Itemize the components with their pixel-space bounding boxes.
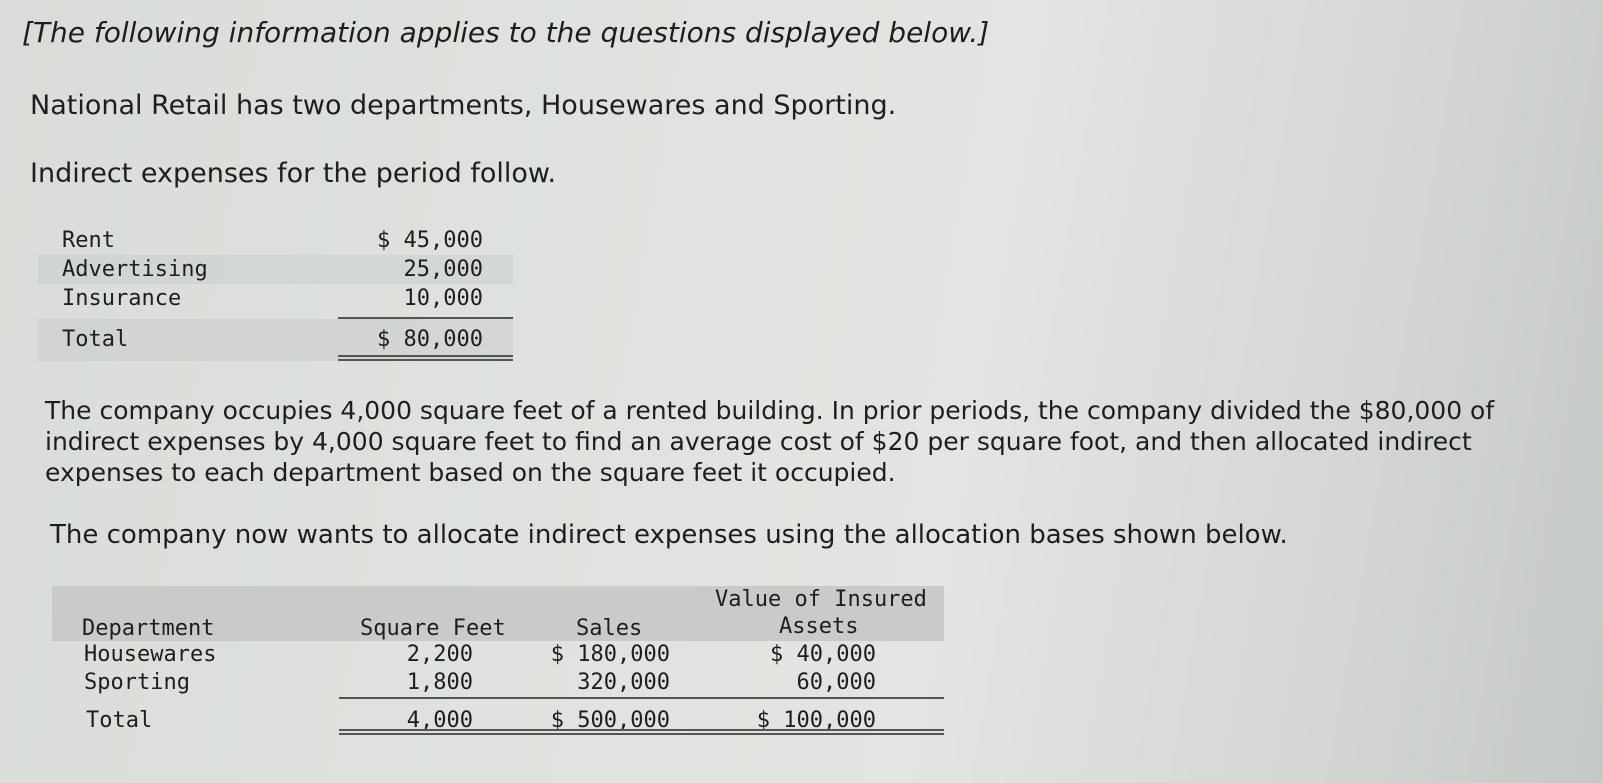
header-insured-line2: Assets <box>779 614 859 639</box>
square-feet-cell: 1,800 <box>406 670 473 695</box>
expense-row-advertising <box>38 255 513 284</box>
square-feet-cell: 2,200 <box>406 642 473 667</box>
header-square-feet: Square Feet <box>360 616 506 641</box>
expense-label: Advertising <box>62 257 208 282</box>
header-insured-line1: Value of Insured <box>715 587 927 612</box>
indirect-expenses-table <box>38 226 513 361</box>
allocation-bases-sentence: The company now wants to allocate indirect expenses using the allocation bases shown below. <box>50 520 1288 550</box>
allocation-bases-table <box>52 586 944 741</box>
expense-label: Insurance <box>62 286 182 311</box>
total-double-rule <box>339 733 944 735</box>
total-label: Total <box>86 708 153 733</box>
expense-value: 10,000 <box>403 286 483 311</box>
header-department: Department <box>82 616 215 641</box>
department-cell: Sporting <box>84 670 190 695</box>
table-row <box>52 669 944 697</box>
allocation-header-row <box>52 586 944 641</box>
intro-text: [The following information applies to the questions displayed below.] <box>22 16 990 49</box>
total-square-feet: 4,000 <box>406 708 473 733</box>
total-double-rule <box>339 729 944 731</box>
total-insured: $ 100,000 <box>756 708 876 733</box>
departments-sentence: National Retail has two departments, Housewares and Sporting. <box>30 90 897 121</box>
header-sales: Sales <box>576 616 643 641</box>
insured-cell: 60,000 <box>796 670 876 695</box>
expense-value: 25,000 <box>403 257 483 282</box>
table-row <box>52 641 944 669</box>
subtotal-rule <box>339 697 944 699</box>
insured-cell: $ 40,000 <box>770 642 876 667</box>
table-total-row <box>52 701 944 741</box>
sales-cell: 320,000 <box>577 670 670 695</box>
total-double-rule <box>338 355 513 357</box>
sales-cell: $ 180,000 <box>550 642 670 667</box>
total-double-rule <box>338 359 513 361</box>
subtotal-rule <box>338 317 513 319</box>
expense-total-value: $ 80,000 <box>377 327 483 352</box>
expense-label: Rent <box>62 228 115 253</box>
department-cell: Housewares <box>84 642 217 667</box>
expense-row-insurance <box>38 284 513 313</box>
expense-row-rent <box>38 226 513 255</box>
expense-total-label: Total <box>62 327 129 352</box>
expenses-sentence: Indirect expenses for the period follow. <box>30 158 557 189</box>
expense-value: $ 45,000 <box>377 228 483 253</box>
total-sales: $ 500,000 <box>550 708 670 733</box>
allocation-paragraph: The company occupies 4,000 square feet of a rented building. In prior periods, the company divided the $80,000 of indirect expenses by 4,000 square feet to find an average cost of $20 per square foot, and then allocated indirect expenses to each department based on the square feet it occupied. <box>45 396 1495 487</box>
